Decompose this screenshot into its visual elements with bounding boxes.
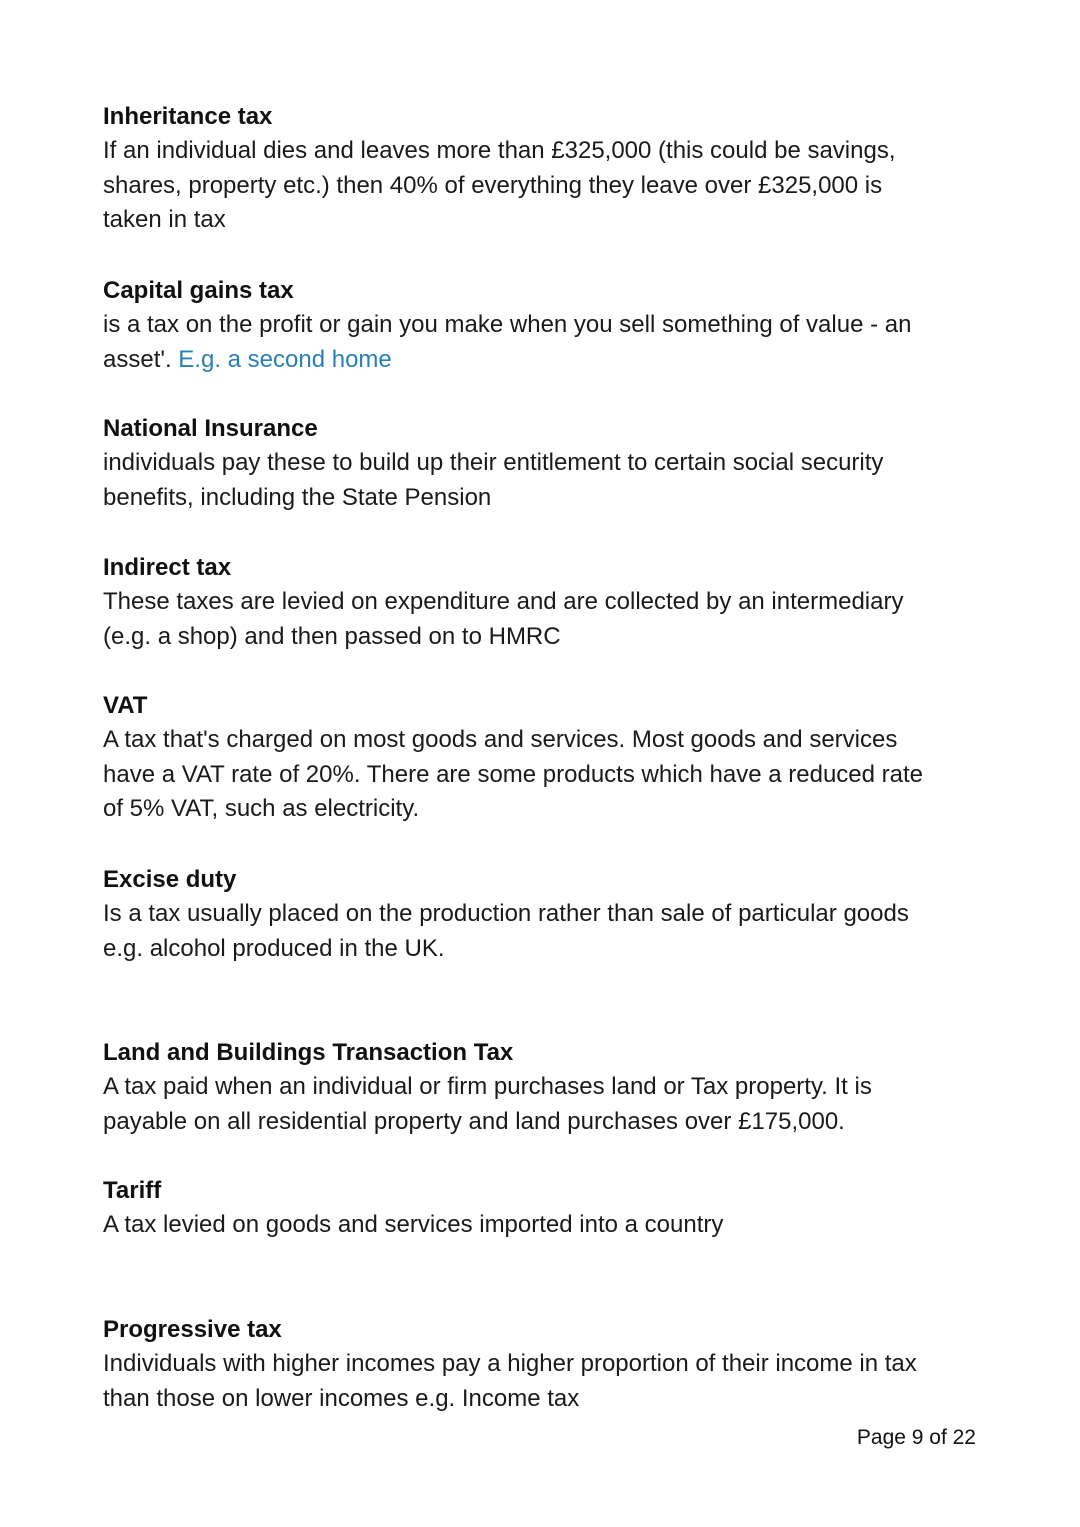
term-heading: Tariff — [103, 1177, 162, 1204]
section-indirect-tax — [103, 550, 943, 654]
section-inheritance-tax — [103, 99, 943, 238]
term-definition: A tax levied on goods and services imported into a country — [103, 1211, 724, 1238]
term-heading: National Insurance — [103, 415, 318, 442]
term-heading: Capital gains tax — [103, 277, 294, 304]
term-heading: VAT — [103, 692, 148, 719]
term-definition-wrapper — [103, 308, 943, 377]
term-heading: Land and Buildings Transaction Tax — [103, 1039, 514, 1066]
term-heading: Excise duty — [103, 866, 237, 893]
section-capital-gains-tax — [103, 273, 943, 377]
section-vat — [103, 688, 943, 827]
section-tariff — [103, 1173, 943, 1243]
section-excise-duty — [103, 862, 943, 966]
term-definition: is a tax on the profit or gain you make when you sell something of value - an asset'. — [103, 311, 912, 373]
section-national-insurance — [103, 411, 943, 515]
term-definition: A tax that's charged on most goods and services. Most goods and services have a VAT rate of 20%. There are some products which have a reduced rate of 5% VAT, such as electricity. — [103, 726, 924, 822]
term-heading: Progressive tax — [103, 1316, 282, 1343]
term-definition: Individuals with higher incomes pay a higher proportion of their income in tax than those on lower incomes e.g. Income tax — [103, 1350, 917, 1412]
term-heading: Indirect tax — [103, 554, 232, 581]
section-land-buildings-tax — [103, 1035, 943, 1139]
page-number: Page 9 of 22 — [856, 1426, 976, 1449]
term-definition: These taxes are levied on expenditure and are collected by an intermediary (e.g. a shop) and then passed on to HMRC — [103, 588, 904, 650]
term-definition: individuals pay these to build up their entitlement to certain social security benefits, including the State Pension — [103, 449, 884, 511]
term-heading: Inheritance tax — [103, 103, 273, 130]
example-link[interactable]: E.g. a second home — [178, 345, 392, 373]
term-definition: If an individual dies and leaves more than £325,000 (this could be savings, shares, property etc.) then 40% of everything they leave over £325,000 is taken in tax — [103, 137, 896, 233]
term-definition: Is a tax usually placed on the production rather than sale of particular goods e.g. alcohol produced in the UK. — [103, 900, 909, 962]
section-progressive-tax — [103, 1312, 943, 1416]
term-definition: A tax paid when an individual or firm purchases land or Tax property. It is payable on all residential property and land purchases over £175,000. — [103, 1073, 872, 1135]
